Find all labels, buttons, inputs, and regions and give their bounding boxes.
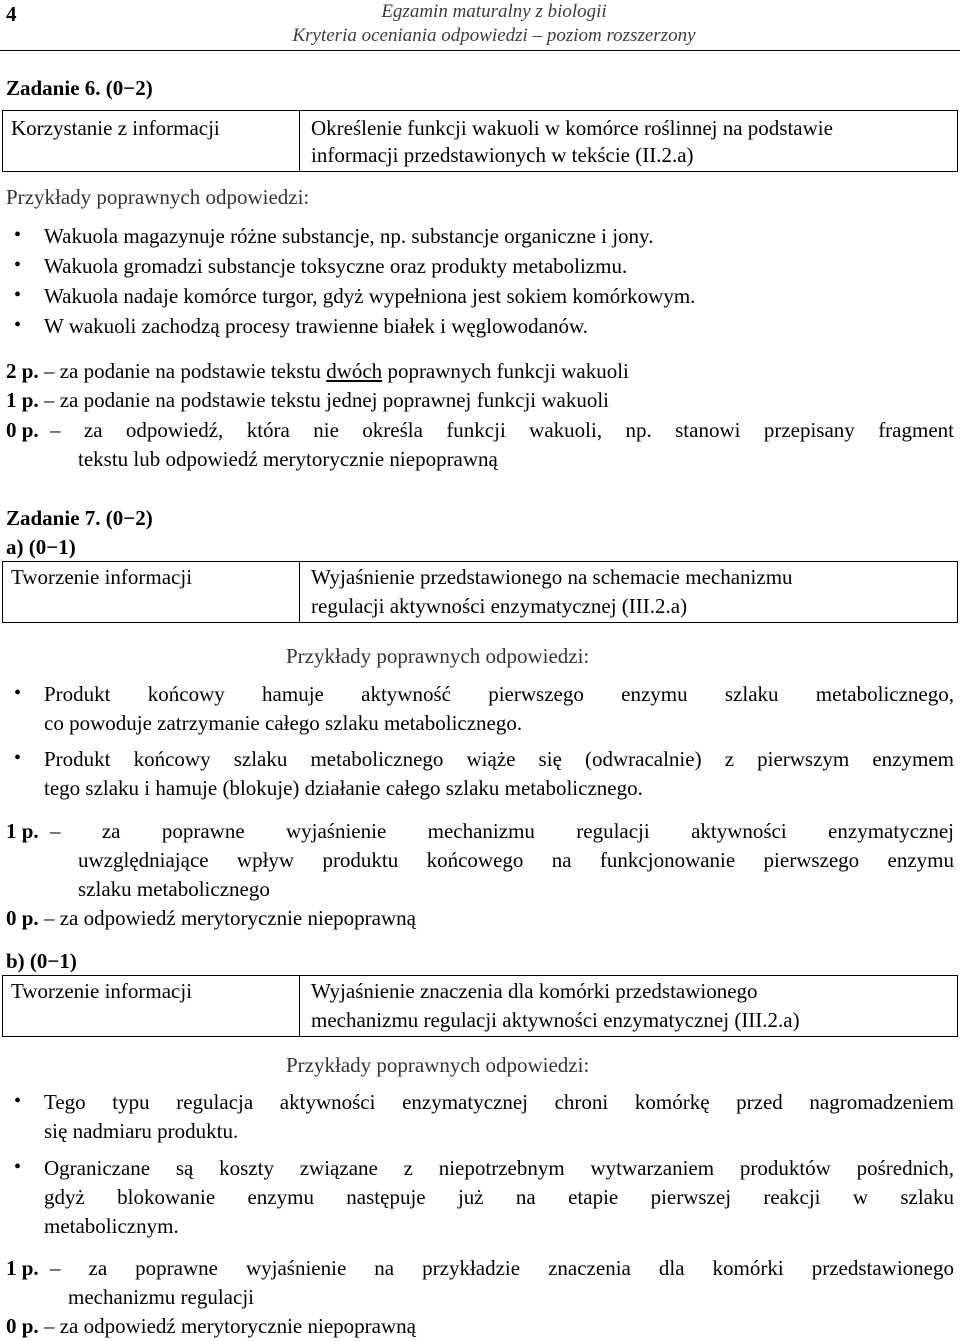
task-7a-requirements-table [2,561,958,623]
task-6-answer-1 [6,222,946,251]
task-7a-requirement-cell [311,563,793,621]
score-text: – za podanie na podstawie tekstu jednej poprawnej funkcji wakuoli [43,388,610,412]
task-7b-answer-1 [6,1088,954,1146]
answer-text-line-1: • Ograniczane są koszty związane z niepotrzebnym wytwarzaniem produktów pośrednich, [44,1156,954,1180]
score-points: 1 p. [6,819,39,843]
task-6-score-2 [6,357,629,386]
task-7a-examples-label: Przykłady poprawnych odpowiedzi: [286,644,590,668]
task-7a-requirement-line-2: regulacji aktywności enzymatycznej (III.2.a) [311,594,688,618]
task-7b-requirement-cell [311,977,800,1035]
task-7a-label: a) (0−1) [6,535,76,559]
header-exam-title: Egzamin maturalny z biologii [381,1,607,22]
answer-text: • Wakuola magazynuje różne substancje, np. substancje organiczne i jony. [44,224,654,248]
score-points: 0 p. [6,418,39,442]
header-criteria-subtitle: Kryteria oceniania odpowiedzi – poziom rozszerzony [292,25,696,46]
task-7a-requirement-line-1: Wyjaśnienie przedstawionego na schemacie mechanizmu [311,565,793,589]
answer-text: • Wakuola nadaje komórce turgor, gdyż wypełniona jest sokiem komórkowym. [44,284,696,308]
score-text-line-1: – za poprawne wyjaśnienie mechanizmu regulacji aktywności enzymatycznej [50,819,954,843]
task-7a-answer-2 [6,745,954,803]
score-text: – za odpowiedź merytorycznie niepoprawną [43,906,416,930]
task-6-answer-3 [6,282,946,311]
answer-text-line-1: • Produkt końcowy hamuje aktywność pierwszego enzymu szlaku metabolicznego, [44,682,954,706]
answer-text-line-2: gdyż blokowanie enzymu następuje już na etapie pierwszej reakcji w szlaku [44,1185,954,1209]
score-text-line-3: szlaku metabolicznego [78,877,270,901]
score-points: 0 p. [6,1314,39,1338]
task-7b-skill-cell: Tworzenie informacji [11,979,193,1003]
answer-text-line-2: się nadmiaru produktu. [44,1119,239,1143]
answer-text: • Wakuola gromadzi substancje toksyczne oraz produkty metabolizmu. [44,254,628,278]
score-text: – za odpowiedź merytorycznie niepoprawną [43,1314,416,1338]
task-6-requirement-line-2: informacji przedstawionych w tekście (II.2.a) [311,143,694,167]
answer-text-line-2: co powoduje zatrzymanie całego szlaku metabolicznego. [44,711,523,735]
task-6-requirement-line-1: Określenie funkcji wakuoli w komórce roślinnej na podstawie [311,116,833,140]
task-7b-score-0 [6,1312,416,1341]
task-7a-score-1 [6,817,954,904]
table-divider [299,562,300,622]
score-text: – za podanie na podstawie tekstu [43,359,327,383]
task-7-title: Zadanie 7. (0−2) [6,506,153,530]
task-6-answer-2 [6,252,946,281]
page-header [284,0,704,48]
score-points: 2 p. [6,359,39,383]
score-text-line-1: – za odpowiedź, która nie określa funkcji wakuoli, np. stanowi przepisany fragment [50,418,954,442]
task-6-answer-4 [6,312,946,341]
task-7b-answer-2 [6,1154,954,1241]
task-7a-answer-1 [6,680,954,738]
score-text-line-2: tekstu lub odpowiedź merytorycznie niepoprawną [78,447,498,471]
score-emphasis: dwóch [326,359,383,383]
answer-text-line-1: • Tego typu regulacja aktywności enzymatycznej chroni komórkę przed nagromadzeniem [44,1090,954,1114]
page-number: 4 [6,2,17,26]
task-7a-score-0 [6,904,416,933]
task-6-score-1 [6,386,609,415]
task-6-requirements-table [2,110,958,172]
score-points: 0 p. [6,906,39,930]
task-6-examples-label: Przykłady poprawnych odpowiedzi: [6,185,310,209]
task-7b-label: b) (0−1) [6,949,77,973]
task-7b-score-1 [6,1254,954,1312]
task-7a-skill-cell: Tworzenie informacji [11,565,193,589]
task-6-score-0 [6,416,954,474]
answer-text-line-1: • Produkt końcowy szlaku metabolicznego wiąże się (odwracalnie) z pierwszym enzymem [44,747,954,771]
task-7b-examples-label: Przykłady poprawnych odpowiedzi: [286,1053,590,1077]
score-points: 1 p. [6,1256,39,1280]
score-text-line-2: uwzględniające wpływ produktu końcowego na funkcjonowanie pierwszego enzymu [78,848,954,872]
task-7b-requirement-line-2: mechanizmu regulacji aktywności enzymatycznej (III.2.a) [311,1008,800,1032]
task-6-skill-cell: Korzystanie z informacji [11,116,220,140]
score-points: 1 p. [6,388,39,412]
score-text-line-1: – za poprawne wyjaśnienie na przykładzie znaczenia dla komórki przedstawionego [50,1256,954,1280]
answer-text-line-2: tego szlaku i hamuje (blokuje) działanie całego szlaku metabolicznego. [44,776,643,800]
task-6-title: Zadanie 6. (0−2) [6,76,153,100]
table-divider [299,976,300,1036]
task-6-requirement-cell [311,114,833,170]
answer-text: • W wakuoli zachodzą procesy trawienne białek i węglowodanów. [44,314,589,338]
header-divider [0,50,960,51]
score-text-line-2: mechanizmu regulacji [68,1285,254,1309]
task-7b-requirement-line-1: Wyjaśnienie znaczenia dla komórki przedstawionego [311,979,758,1003]
score-text: poprawnych funkcji wakuoli [382,359,629,383]
answer-text-line-3: metabolicznym. [44,1214,179,1238]
table-divider [299,111,300,171]
task-7b-requirements-table [2,975,958,1037]
